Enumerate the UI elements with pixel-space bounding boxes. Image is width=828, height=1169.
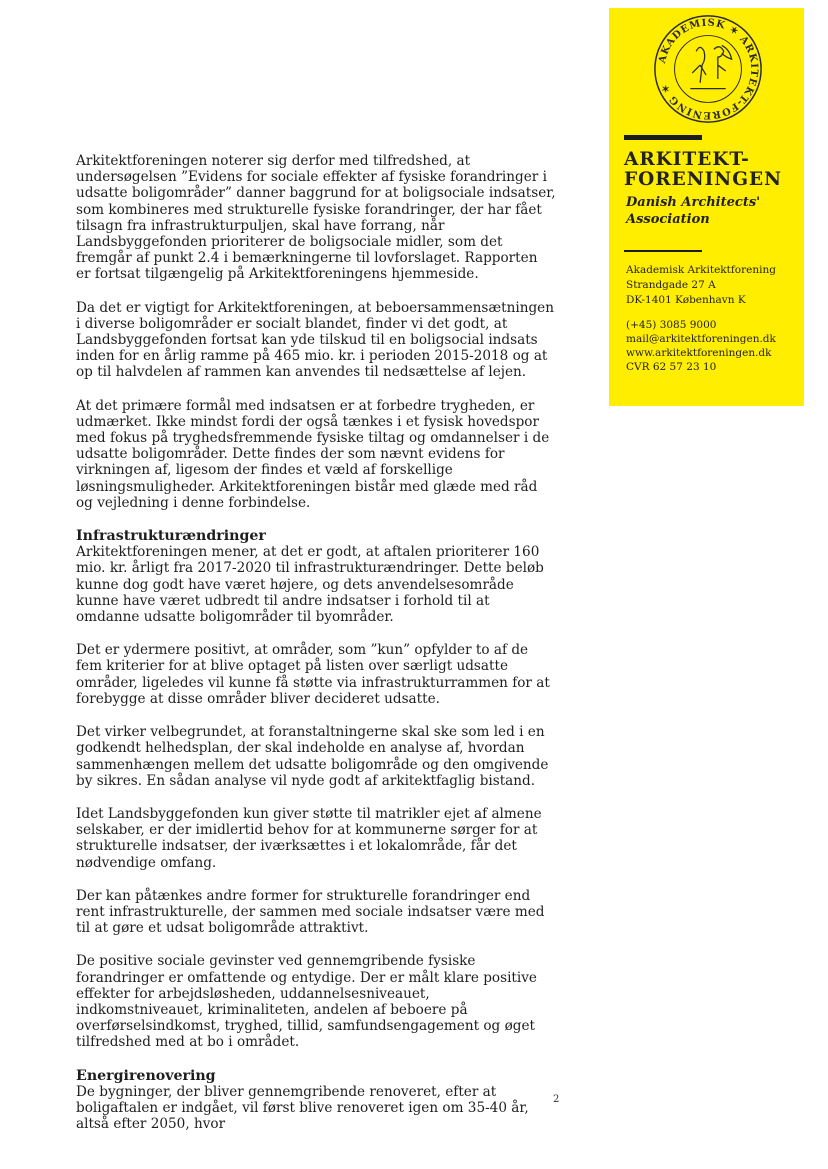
body-paragraph: Idet Landsbyggefonden kun giver støtte til matrikler ejet af almene selskaber, er der imidlertid behov for at kommunerne sørger for at strukturelle indsatser, der iværksættes i et lokalområde, får det nødvendige omfang. [76,805,542,871]
association-seal-icon [649,10,767,128]
body-paragraph: Det virker velbegrundet, at foranstaltningerne skal ske som led i en godkendt helhedsplan, der skal indeholde en analyse af, hvordan sammenhængen mellem det udsatte boligområde og den omgivende by sikres. En sådan analyse vil nyde godt af arkitektfaglig bistand. [76,724,549,789]
association-name-line2: FORENINGEN [624,169,783,190]
address-line: Strandgade 27 A [626,279,716,291]
association-name [624,150,802,190]
association-name-line1: ARKITEKT- [624,149,750,170]
cvr-number: CVR 62 57 23 10 [626,361,717,373]
section-heading-energy: Energirenovering [76,1067,216,1084]
section-heading-infrastructure: Infrastrukturændringer [76,528,266,545]
body-paragraph: Der kan påtænkes andre former for strukturelle forandringer end rent infrastrukturelle, der sammen med sociale indsatser være med til at gøre et udsat boligområde attraktivt. [76,887,545,937]
document-body [76,153,556,1149]
body-paragraph: At det primære formål med indsatsen er at forbedre trygheden, er udmærket. Ikke mindst fordi der også tænkes i et fysisk hovedspor med fokus på tryghedsfremmende fysiske tiltag og omdannelser i de udsatte boligområder. Dette findes der som nævnt evidens for virkningen af, ligesom der findes et væld af forskellige løsningsmuligheder. Arkitektforeningen bistår med glæde med råd og vejledning i denne forbindelse. [76,397,550,511]
address-line: Akademisk Arkitektforening [626,264,776,276]
body-paragraph: Det er ydermere positivt, at områder, som ”kun” opfylder to af de fem kriterier for at blive optaget på listen over særligt udsatte områder, ligeledes vil kunne få støtte via infrastrukturrammen for at forebygge at disse områder bliver decideret udsatte. [76,642,550,707]
body-paragraph: Da det er vigtigt for Arkitektforeningen, at beboersammensætningen i diverse boligområder er socialt blandet, finder vi det godt, at Landsbyggefonden fortsat kan yde tilskud til en boligsocial indsats inden for en årlig ramme på 465 mio. kr. i perioden 2015-2018 og at op til halvdelen af rammen kan anvendes til nedsættelse af lejen. [76,299,554,381]
website-url: www.arkitektforeningen.dk [626,347,772,359]
association-subtitle-line2: Association [626,212,710,227]
phone-number: (+45) 3085 9000 [626,319,717,331]
body-paragraph: De positive sociale gevinster ved gennemgribende fysiske forandringer er omfattende og entydige. Der er målt klare positive effekter for arbejdsløsheden, uddannelsesniveauet, indkomstniveauet, kriminaliteten, andelen af beboere på overførselsindkomst, tryghed, tillid, samfundsengagement og øget tilfredshed med at bo i området. [76,953,537,1051]
letterhead-rule-middle [624,250,702,252]
letterhead-rule-top [624,135,702,140]
address-line: DK-1401 København K [626,294,746,306]
contact-info [626,318,806,374]
letterhead-panel [609,8,804,406]
body-paragraph: Arkitektforeningen noterer sig derfor med tilfredshed, at undersøgelsen ”Evidens for sociale effekter af fysiske forandringer i udsatte boligområder” danner baggrund for at boligsociale indsatser, som kombineres med strukturelle fysiske forandringer, der har fået tilsagn fra infrastrukturpuljen, skal have forrang, når Landsbyggefonden prioriterer de boligsociale midler, som det fremgår af punkt 2.4 i bemærkningerne til lovforslaget. Rapporten er fortsat tilgængelig på Arkitektforeningens hjemmeside. [76,153,556,283]
body-paragraph: De bygninger, der bliver gennemgribende renoveret, efter at boligaftalen er indgået, vil først blive renoveret igen om 35-40 år, altså efter 2050, hvor [76,1083,529,1133]
svg-text:AKADEMISK ✶ ARKITEKT-FORENING: AKADEMISK ✶ ARKITEKT-FORENING ✶ [657,17,760,121]
association-subtitle [626,194,804,228]
association-subtitle-line1: Danish Architects' [626,195,761,210]
page-number: 2 [553,1094,560,1105]
body-paragraph: Arkitektforeningen mener, at det er godt, at aftalen prioriterer 160 mio. kr. årligt fra 2017-2020 til infrastrukturændringer. Dette beløb kunne dog godt have været højere, og dets anvendelsesområde kunne have været udbredt til andre indsatser i forhold til at omdanne udsatte boligområder til byområder. [76,544,544,626]
postal-address [626,263,806,308]
email-address: mail@arkitektforeningen.dk [626,333,776,345]
